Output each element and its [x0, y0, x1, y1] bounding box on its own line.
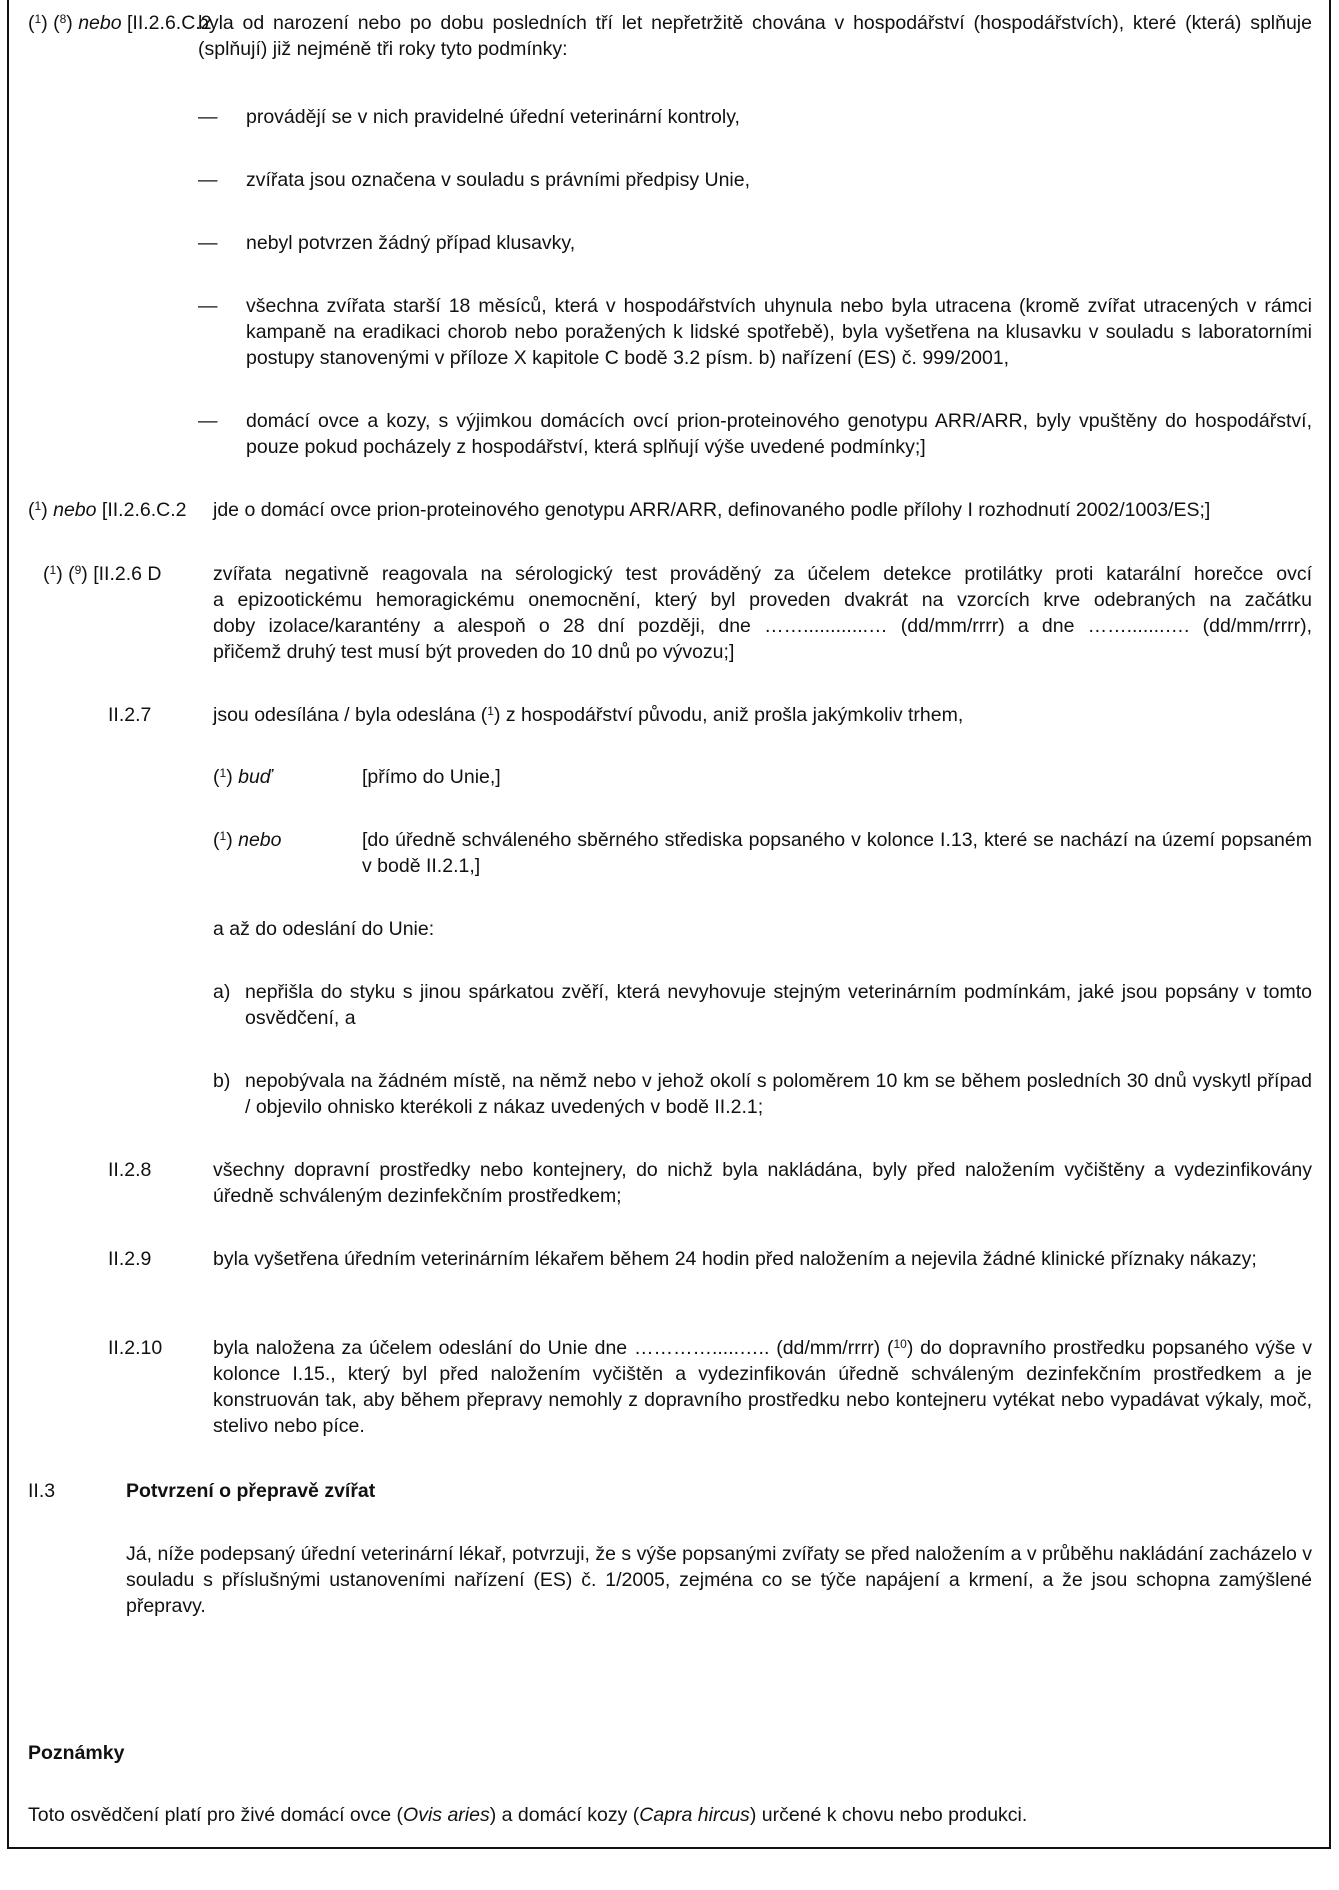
- text-b5: všechny dopravní prostředky nebo kontejnery, do nichž byla nakládána, byly před naložením vyčištěny a vydezinfikovány úředně schváleným dezinfekčním prostředkem;: [213, 1159, 1312, 1207]
- text-b7: byla naložena za účelem odeslání do Unie dne ………….....….. (dd/mm/rrrr) ($^{10}$) do dopravního prostředku popsaného výše v kolonce I.15., který byl před naložením vyčištěn a vydezinfikován úředně schváleným dezinfekčním prostředkem a je konstruován tak, aby během přepravy nemohly z dopravního prostředku nebo kontejneru vytékat nebo vypadávat výkaly, moč, stelivo nebo píce.: [213, 1337, 1312, 1437]
- dash-3: —: [198, 232, 218, 254]
- section-title: Potvrzení o přepravě zvířat: [126, 1480, 376, 1502]
- ref-s3: II.3: [28, 1480, 56, 1502]
- notes-text: Toto osvědčení platí pro živé domácí ovce (Ovis aries) a domácí kozy (Capra hircus) určené k chovu nebo produkci.: [28, 1804, 1028, 1826]
- ref-b1: ($^1$) ($^8$) nebo [II.2.6.C.2: [28, 12, 212, 34]
- text-b4: jsou odesílána / byla odeslána ($^1$) z hospodářství původu, aniž prošla jakýmkoliv trhem,: [213, 704, 964, 726]
- dash-item-1: provádějí se v nich pravidelné úřední veterinární kontroly,: [246, 106, 740, 128]
- opt1-text: [přímo do Unie,]: [362, 766, 501, 788]
- b3-line-4: přičemž druhý test musí být proveden do 10 dnů po vývozu;]: [213, 641, 735, 663]
- item-b-text: nepobývala na žádném místě, na němž nebo v jehož okolí s poloměrem 10 km se během posledních 30 dnů vyskytl případ / objevilo ohnisko kterékoli z nákaz uvedených v bodě II.2.1;: [245, 1070, 1312, 1118]
- dash-4: —: [198, 295, 218, 317]
- b3-line-3: doby izolace/karantény a alespoň o 28 dní později, dne ……............… (dd/mm/rrrr) a dne …….......…. (dd/mm/rrrr),: [213, 615, 1312, 637]
- item-a-text: nepřišla do styku s jinou spárkatou zvěří, která nevyhovuje stejným veterinárním podmínkám, jaké jsou popsány v tomto osvědčení, a: [245, 981, 1312, 1029]
- opt2-text: [do úředně schváleného sběrného střediska popsaného v kolonce I.13, které se nachází na území popsaném v bodě II.2.1,]: [362, 829, 1312, 877]
- item-b-mark: b): [213, 1070, 231, 1092]
- text-s3: Já, níže podepsaný úřední veterinární lékař, potvrzuji, že s výše popsanými zvířaty se před naložením a v průběhu nakládání zacházelo v souladu s příslušnými ustanoveními nařízení (ES) č. 1/2005, zejména co se týče napájení a krmení, a že jsou schopna zamýšlené přepravy.: [126, 1543, 1312, 1617]
- dash-2: —: [198, 169, 218, 191]
- dash-item-5: domácí ovce a kozy, s výjimkou domácích ovcí prion-proteinového genotypu ARR/ARR, byly vpuštěny do hospodářství, pouze pokud pocházely z hospodářství, která splňují výše uvedené podmínky;]: [246, 410, 1312, 458]
- ref-b5: II.2.8: [108, 1159, 152, 1181]
- dash-1: —: [198, 106, 218, 128]
- text-b3: [213, 561, 1312, 665]
- ref-b6: II.2.9: [108, 1248, 152, 1270]
- text-b2: jde o domácí ovce prion-proteinového genotypu ARR/ARR, definovaného podle přílohy I rozhodnutí 2002/1003/ES;]: [213, 499, 1211, 521]
- text-b6: byla vyšetřena úředním veterinárním lékařem během 24 hodin před naložením a nejevila žádné klinické příznaky nákazy;: [213, 1248, 1257, 1270]
- ref-b2: ($^1$) nebo [II.2.6.C.2: [28, 499, 187, 521]
- dash-item-3: nebyl potvrzen žádný případ klusavky,: [246, 232, 576, 254]
- ref-b3: ($^1$) ($^9$) [II.2.6 D: [43, 563, 162, 585]
- item-a-mark: a): [213, 981, 231, 1003]
- dash-5: —: [198, 410, 218, 432]
- notes-heading: Poznámky: [28, 1742, 125, 1764]
- opt1-label: ($^1$) buď: [213, 766, 272, 788]
- dash-item-4: všechna zvířata starší 18 měsíců, která v hospodářstvích uhynula nebo byla utracena (kromě zvířat utracených v rámci kampaně na eradikaci chorob nebo poražených k lidské spotřebě), byla vyšetřena na klusavku v souladu s laboratorními postupy stanovenými v příloze X kapitole C bodě 3.2 písm. b) nařízení (ES) č. 999/2001,: [246, 295, 1312, 369]
- ref-b7: II.2.10: [108, 1337, 163, 1359]
- b3-line-1: zvířata negativně reagovala na sérologický test prováděný za účelem detekce protilátky proti katarální horečce ovcí: [213, 563, 1312, 585]
- text-b1: byla od narození nebo po dobu posledních tří let nepřetržitě chována v hospodářství (hospodářstvích), které (která) splňuje (splňují) již nejméně tři roky tyto podmínky:: [198, 12, 1312, 60]
- text-b4-tail: a až do odeslání do Unie:: [213, 918, 435, 940]
- opt2-label: ($^1$) nebo: [213, 829, 282, 851]
- dash-item-2: zvířata jsou označena v souladu s právními předpisy Unie,: [246, 169, 751, 191]
- ref-b4: II.2.7: [108, 704, 152, 726]
- b3-line-2: a epizootickému hemoragickému onemocnění, který byl proveden dvakrát na vzorcích krve odebraných na začátku: [213, 589, 1312, 611]
